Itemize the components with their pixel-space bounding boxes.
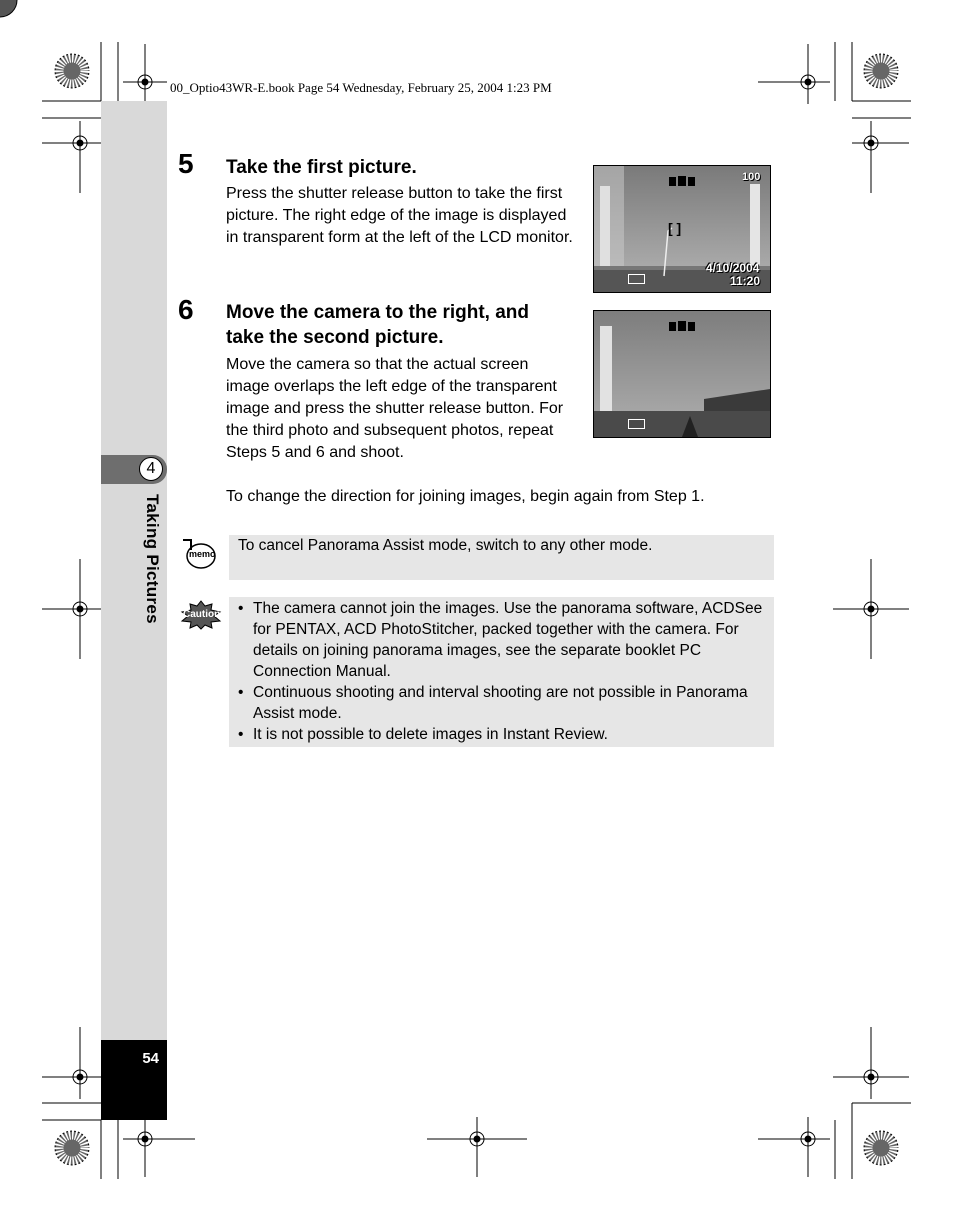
page-number: 54 (142, 1050, 159, 1067)
book-header: 00_Optio43WR-E.book Page 54 Wednesday, February 25, 2004 1:23 PM (170, 80, 552, 95)
memo-icon (181, 538, 217, 570)
caution-box (229, 597, 774, 747)
caution-item: • The camera cannot join the images. Use the panorama software, ACDSee for PENTAX, ACD PhotoStitcher, packed together with the camera. For details on joining panorama images, see the separate booklet PC Connection Manual. (238, 598, 763, 682)
panorama-mode-icon (669, 319, 695, 331)
memo-box (229, 535, 774, 580)
lcd-screenshot-first (593, 165, 771, 293)
caution-icon-label: Caution (183, 609, 221, 620)
focus-frame: [ ] (668, 220, 682, 236)
chapter-number: 4 (139, 457, 163, 481)
caution-item: • It is not possible to delete images in Instant Review. (238, 724, 763, 745)
step-body: Move the camera so that the actual screen image overlaps the left edge of the transparent image and press the shutter release button. For the third photo and subsequent photos, repeat Steps 5 and 6 and shoot. (226, 356, 564, 461)
lcd-time: 11:20 (730, 274, 761, 288)
panorama-mode-icon (669, 174, 695, 186)
memory-card-icon (628, 419, 645, 429)
caution-list (238, 598, 763, 745)
step-number: 5 (178, 148, 194, 179)
memo-text: To cancel Panorama Assist mode, switch to any other mode. (238, 537, 653, 554)
memo-icon-label: memo (189, 549, 216, 559)
chapter-title: Taking Pictures (143, 494, 162, 624)
step-body-extra: To change the direction for joining images, begin again from Step 1. (226, 488, 705, 505)
memory-card-icon (628, 274, 645, 284)
shot-count: 100 (742, 171, 761, 183)
step-title: Move the camera to the right, and take the second picture. (226, 302, 529, 348)
caution-item: • Continuous shooting and interval shooting are not possible in Panorama Assist mode. (238, 682, 763, 724)
step-number: 6 (178, 294, 194, 325)
step-title: Take the first picture. (226, 157, 417, 178)
lcd-date: 4/10/2004 (706, 261, 760, 275)
caution-icon (180, 600, 222, 630)
step-body: Press the shutter release button to take the first picture. The right edge of the image is displayed in transparent form at the left of the LCD monitor. (226, 185, 573, 246)
lcd-screenshot-second (593, 310, 771, 438)
